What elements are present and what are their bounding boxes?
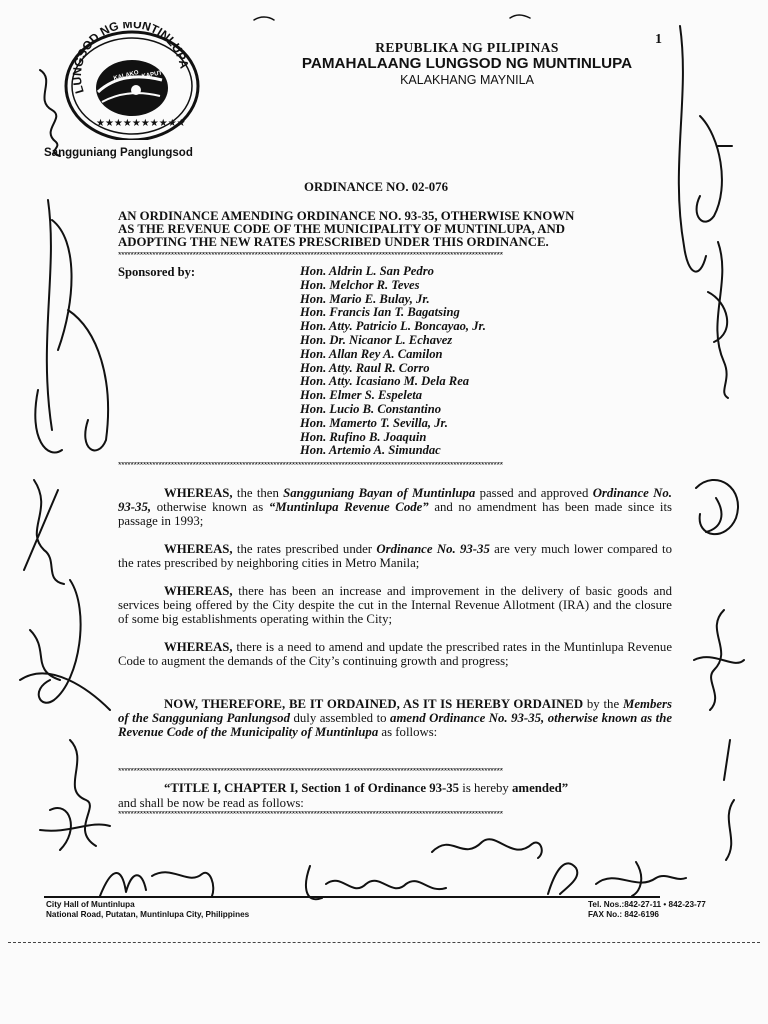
sponsor-name: Hon. Elmer S. Espeleta [300, 388, 423, 403]
signature-left-margin-1 [26, 60, 76, 160]
signature-right-margin-2 [688, 232, 748, 402]
page-number: 1 [655, 32, 662, 47]
sponsor-name: Hon. Mario E. Bulay, Jr. [300, 291, 430, 306]
sponsor-name: Hon. Francis Ian T. Bagatsing [300, 305, 460, 320]
signature-left-margin-5 [30, 730, 120, 860]
sponsor-list [300, 265, 486, 458]
footer-contact [588, 900, 706, 920]
whereas-clause: WHEREAS, there is a need to amend and update the prescribed rates in the Muntinlupa Revenue Code to augment the demands of the City’s continuing growth and progress; [118, 640, 672, 669]
sponsor-name: Hon. Dr. Nicanor L. Echavez [300, 332, 453, 347]
signature-left-margin-2 [18, 180, 138, 470]
scan-mark-top [250, 8, 550, 28]
address-line: National Road, Putatan, Muntinlupa City, Philippines [46, 910, 250, 919]
separator-line: **************************************************************************************************************************** [118, 768, 503, 774]
seal-inner-left: KALAKO [113, 69, 140, 82]
fax-number: FAX No.: 842-6196 [588, 910, 659, 919]
signature-bottom-3 [422, 822, 552, 872]
sponsor-name: Hon. Rufino B. Joaquin [300, 429, 427, 444]
separator-line: **************************************************************************************************************************** [118, 462, 503, 468]
sponsor-name: Hon. Aldrin L. San Pedro [300, 264, 434, 278]
sponsor-name: Hon. Allan Rey A. Camilon [300, 346, 443, 361]
whereas-clause: WHEREAS, the then Sangguniang Bayan of Muntinlupa passed and approved Ordinance No. 93-35, otherwise known as “Muntinlupa Revenue Code” and no amendment has been made since its passage in 1993; [118, 486, 672, 529]
sponsor-name: Hon. Atty. Patricio L. Boncayao, Jr. [300, 319, 486, 334]
signature-bottom-1 [92, 856, 222, 906]
signature-left-margin-4 [10, 570, 120, 720]
whereas-clause: WHEREAS, there has been an increase and improvement in the delivery of basic goods and services being offered by the City despite the cut in the Internal Revenue Allotment (IRA) and the closure of some big establishments operating within the City; [118, 584, 672, 627]
sponsor-name: Hon. Artemio A. Simundac [300, 443, 441, 458]
address-line: City Hall of Muntinlupa [46, 900, 135, 909]
signature-right-margin-3 [676, 458, 756, 558]
sponsor-name: Hon. Lucio B. Constantino [300, 401, 442, 416]
scan-edge-line [8, 942, 760, 943]
government-heading: PAMAHALAANG LUNGSOD NG MUNTINLUPA [301, 55, 633, 72]
ordinance-number: ORDINANCE NO. 02-076 [304, 180, 448, 194]
ordinance-title [118, 210, 574, 250]
whereas-clause: WHEREAS, the rates prescribed under Ordinance No. 93-35 are very much lower compared to the rates prescribed by neighboring cities in Metro Manila; [118, 542, 673, 571]
title-line: AN ORDINANCE AMENDING ORDINANCE NO. 93-35, OTHERWISE KNOWN [118, 209, 575, 223]
amendment-statement: “TITLE I, CHAPTER I, Section 1 of Ordinance 93-35 is hereby amended” and shall be now be read as follows: [118, 781, 569, 810]
city-seal [62, 22, 202, 140]
seal-inner-right: KAPUT [141, 70, 163, 80]
sponsored-by-label: Sponsored by: [118, 265, 196, 279]
separator-line: **************************************************************************************************************************** [118, 811, 503, 817]
council-name: Sangguniang Panglungsod [44, 147, 193, 159]
sponsor-name: Hon. Atty. Icasiano M. Dela Rea [300, 374, 470, 389]
signature-right-margin-5 [710, 730, 750, 870]
separator-line: **************************************************************************************************************************** [118, 252, 503, 258]
sponsor-name: Hon. Atty. Raul R. Corro [300, 360, 430, 375]
republic-heading: REPUBLIKA NG PILIPINAS [375, 40, 559, 55]
sponsor-name: Hon. Melchor R. Teves [300, 277, 420, 292]
ordaining-clause: NOW, THEREFORE, BE IT ORDAINED, AS IT IS HEREBY ORDAINED by the Members of the Sangguniang Panlungsod duly assembled to amend Ordinance No. 93-35, otherwise known as the Revenue Code of the Municipality of Muntinlupa as follows: [118, 697, 673, 740]
sponsor-name: Hon. Mamerto T. Sevilla, Jr. [300, 415, 448, 430]
signature-right-margin-4 [684, 600, 754, 720]
title-line: AS THE REVENUE CODE OF THE MUNICIPALITY OF MUNTINLUPA, AND [118, 222, 565, 237]
seal-text: LUNGSOD NG MUNTINLUPA [69, 22, 192, 96]
svg-text:★★★★★★★★★★: ★★★★★★★★★★ [96, 118, 186, 129]
signature-bottom-4 [536, 848, 696, 902]
region-heading: KALAKHANG MAYNILA [400, 73, 534, 87]
telephone-numbers: Tel. Nos.:842-27-11 • 842-23-77 [588, 900, 706, 909]
title-line: ADOPTING THE NEW RATES PRESCRIBED UNDER THIS ORDINANCE. [118, 235, 549, 250]
